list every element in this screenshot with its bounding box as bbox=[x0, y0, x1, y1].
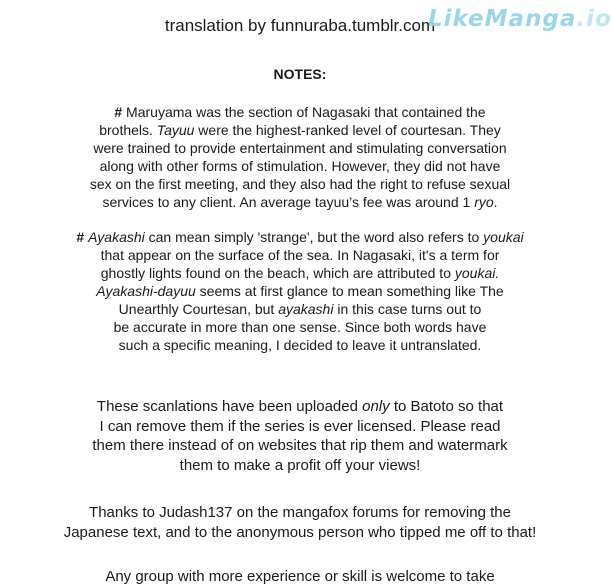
notice-line bbox=[40, 397, 560, 417]
notice-line: I can remove them if the series is ever licensed. Please read bbox=[99, 417, 501, 435]
notes-title: NOTES: bbox=[273, 66, 327, 82]
header bbox=[0, 6, 612, 44]
note1-text: services to any client. An average tayuu’s fee was around 1 bbox=[102, 194, 475, 210]
note2-line bbox=[50, 300, 550, 318]
note1-text: brothels. bbox=[99, 122, 157, 138]
notice-line: them there instead of on websites that rip them and watermark bbox=[92, 437, 508, 454]
note2-text: in this case turns out to bbox=[333, 301, 482, 317]
note1-line: were trained to provide entertainment and stimulating conversation bbox=[93, 140, 507, 156]
thanks-note bbox=[40, 503, 560, 542]
bullet: # bbox=[114, 104, 123, 120]
note2-text: Unearthly Courtesan, but bbox=[118, 301, 279, 317]
note1-line bbox=[50, 103, 550, 121]
site-watermark-logo bbox=[428, 6, 612, 40]
note1-line: along with other forms of stimulation. However, they did not have bbox=[99, 158, 501, 174]
note2-italic: youkai. bbox=[454, 265, 500, 281]
note2-text: ghostly lights found on the beach, which are attributed to bbox=[100, 265, 455, 281]
note1-line: sex on the first meeting, and they also had the right to refuse sexual bbox=[89, 176, 511, 192]
note2-line bbox=[50, 282, 550, 300]
translation-credit: translation by funnuraba.tumblr.com bbox=[164, 16, 436, 35]
logo-main: LikeManga bbox=[428, 6, 577, 32]
note2-text: seems at first glance to mean something like The bbox=[195, 283, 504, 299]
notice-text: These scanlations have been uploaded bbox=[96, 398, 363, 415]
note2-italic: youkai bbox=[483, 229, 524, 245]
note2-italic: Ayakashi bbox=[88, 229, 145, 245]
note-maruyama bbox=[50, 103, 550, 211]
note2-line: such a specific meaning, I decided to leave it untranslated. bbox=[118, 337, 482, 353]
note-ayakashi bbox=[50, 228, 550, 354]
note2-italic: ayakashi bbox=[278, 301, 334, 317]
note1-italic: ryo bbox=[474, 194, 494, 210]
logo-suffix: .io bbox=[576, 6, 612, 32]
notice-italic: only bbox=[362, 398, 390, 415]
note1-text: Maruyama was the section of Nagasaki that contained the bbox=[122, 104, 486, 120]
note2-line bbox=[50, 228, 550, 246]
note1-line bbox=[50, 121, 550, 139]
footer-note bbox=[40, 567, 560, 587]
note2-italic: Ayakashi-dayuu bbox=[96, 283, 196, 299]
thanks-line: Japanese text, and to the anonymous person who tipped me off to that! bbox=[63, 523, 537, 541]
footer-line: Any group with more experience or skill is welcome to take bbox=[105, 568, 495, 585]
thanks-line: Thanks to Judash137 on the mangafox forums for removing the bbox=[89, 504, 511, 521]
scanlation-notice bbox=[40, 397, 560, 475]
note2-line bbox=[50, 264, 550, 282]
notice-line: them to make a profit off your views! bbox=[179, 456, 421, 474]
note2-text: can mean simply 'strange', but the word also refers to bbox=[144, 229, 484, 245]
note1-line bbox=[50, 193, 550, 211]
note1-text: were the highest-ranked level of courtesan. They bbox=[194, 122, 501, 138]
note1-italic: Tayuu bbox=[156, 122, 195, 138]
notice-text: to Batoto so that bbox=[389, 398, 504, 415]
bullet: # bbox=[76, 229, 85, 245]
note1-text: . bbox=[493, 194, 498, 210]
note2-line: that appear on the surface of the sea. In Nagasaki, it's a term for bbox=[100, 247, 500, 263]
note2-line: be accurate in more than one sense. Since both words have bbox=[113, 319, 487, 335]
